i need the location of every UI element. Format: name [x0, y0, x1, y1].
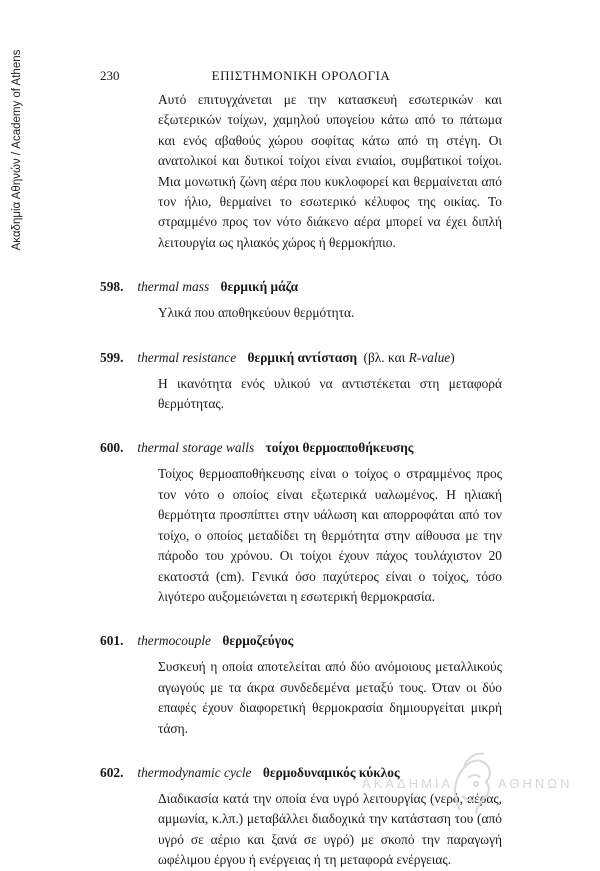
logo-left-word: ΑΚΑΔΗΜΙΑ [362, 776, 454, 791]
glossary-entry-598 [100, 277, 502, 323]
entry-heading [100, 277, 502, 297]
term-greek: τοίχοι θερμοαποθήκευσης [265, 440, 414, 456]
entry-number: 598. [100, 279, 124, 295]
entry-heading [100, 348, 502, 368]
note-reference: R-value [408, 349, 451, 365]
entry-number: 602. [100, 764, 124, 780]
note-prefix: (βλ. και [363, 349, 406, 365]
academy-logo-watermark [362, 748, 582, 822]
cross-reference-note [364, 350, 455, 365]
page-header [100, 68, 502, 84]
entry-definition: Η ικανότητα ενός υλικού να αντιστέκεται στη μεταφορά θερμότητας. [158, 375, 502, 412]
term-greek: θερμοδυναμικός κύκλος [262, 764, 400, 780]
entry-heading [100, 438, 502, 458]
intro-paragraph: Αυτό επιτυγχάνεται με την κατασκευή εσωτερικών και εξωτερικών τοίχων, χαμηλού υπογείου κάτω από το πάτωμα και ενός αβαθούς χώρου σοφίτας κάτω από τη στέγη. Οι ανατολικοί και δυτικοί τοίχοι είναι ενιαίοι, συμβατικοί τοίχοι. Μια μονωτική ζώνη αέρα που κυκλοφορεί και θερμαίνεται από τον ήλιο, θερμαίνει το εσωτερικό κέλυφος της οικίας. Το στραμμένο προς τον νότο διάκενο αέρα μπορεί να έχει διπλή λειτουργία ως ηλιακός χώρος ή θερμοκήπιο. [158, 92, 502, 250]
logo-right-word: ΑΘΗΝΩΝ [498, 776, 573, 791]
entry-number: 599. [100, 349, 124, 365]
term-greek: θερμική μάζα [220, 279, 299, 295]
side-watermark [6, 30, 28, 270]
entry-number: 601. [100, 633, 124, 649]
entry-definition: Συσκευή η οποία αποτελείται από δύο ανόμοιους μεταλλικούς αγωγούς με τα άκρα συνδεδεμένα μεταξύ τους. Όταν οι δύο επαφές έχουν διαφορετική θερμοκρασία δημιουργείται μικρή τάση. [158, 659, 502, 736]
glossary-entry-599 [100, 348, 502, 415]
side-watermark-text: Ακαδημία Αθηνών / Academy of Athens [11, 49, 23, 251]
glossary-entry-600 [100, 438, 502, 607]
entry-number: 600. [100, 440, 124, 456]
entry-definition: Τοίχος θερμοαποθήκευσης είναι ο τοίχος ο στραμμένος προς τον νότο ο οποίος είναι εξωτερικά υαλωμένος. Η ηλιακή θερμότητα προσπίπτει στην υάλωση και απορροφάται από τον τοίχο, ο οποίος μεταδίδει τη θερμότητα στην αίθουσα με την πάροδο του χρόνου. Οι τοίχοι έχουν πάχος τουλάχιστον 20 εκατοστά (cm). Γενικά όσο παχύτερος είναι ο τοίχος, τόσο λιγότερο αυξομειώνεται η εσωτερική θερμοκρασία. [158, 466, 502, 604]
term-english: thermodynamic cycle [137, 764, 252, 780]
running-title: ΕΠΙΣΤΗΜΟΝΙΚΗ ΟΡΟΛΟΓΙΑ [211, 68, 391, 83]
entry-definition: Υλικά που αποθηκεύουν θερμότητα. [158, 305, 355, 321]
page-number: 230 [100, 68, 120, 83]
term-english: thermal resistance [137, 349, 237, 365]
term-english: thermocouple [137, 633, 211, 649]
note-suffix: ) [450, 349, 455, 365]
term-greek: θερμοζεύγος [222, 633, 294, 649]
athena-head-icon [446, 748, 498, 822]
glossary-entry-601 [100, 631, 502, 739]
term-english: thermal mass [137, 279, 210, 295]
term-english: thermal storage walls [137, 440, 255, 456]
term-greek: θερμική αντίσταση [247, 349, 358, 365]
entry-heading [100, 631, 502, 651]
entry-definition: Διαδικασία κατά την οποία ένα υγρό λειτουργίας (νερό, αέρας, αμμωνία, κ.λπ.) μεταβάλλει διαδοχικά την κατάσταση του (από υγρό σε αέριο και ξανά σε υγρό) με σκοπό την παραγωγή ωφέλιμου έργου ή ενέργειας ή τη μεταφορά ενέργειας. [158, 790, 502, 868]
